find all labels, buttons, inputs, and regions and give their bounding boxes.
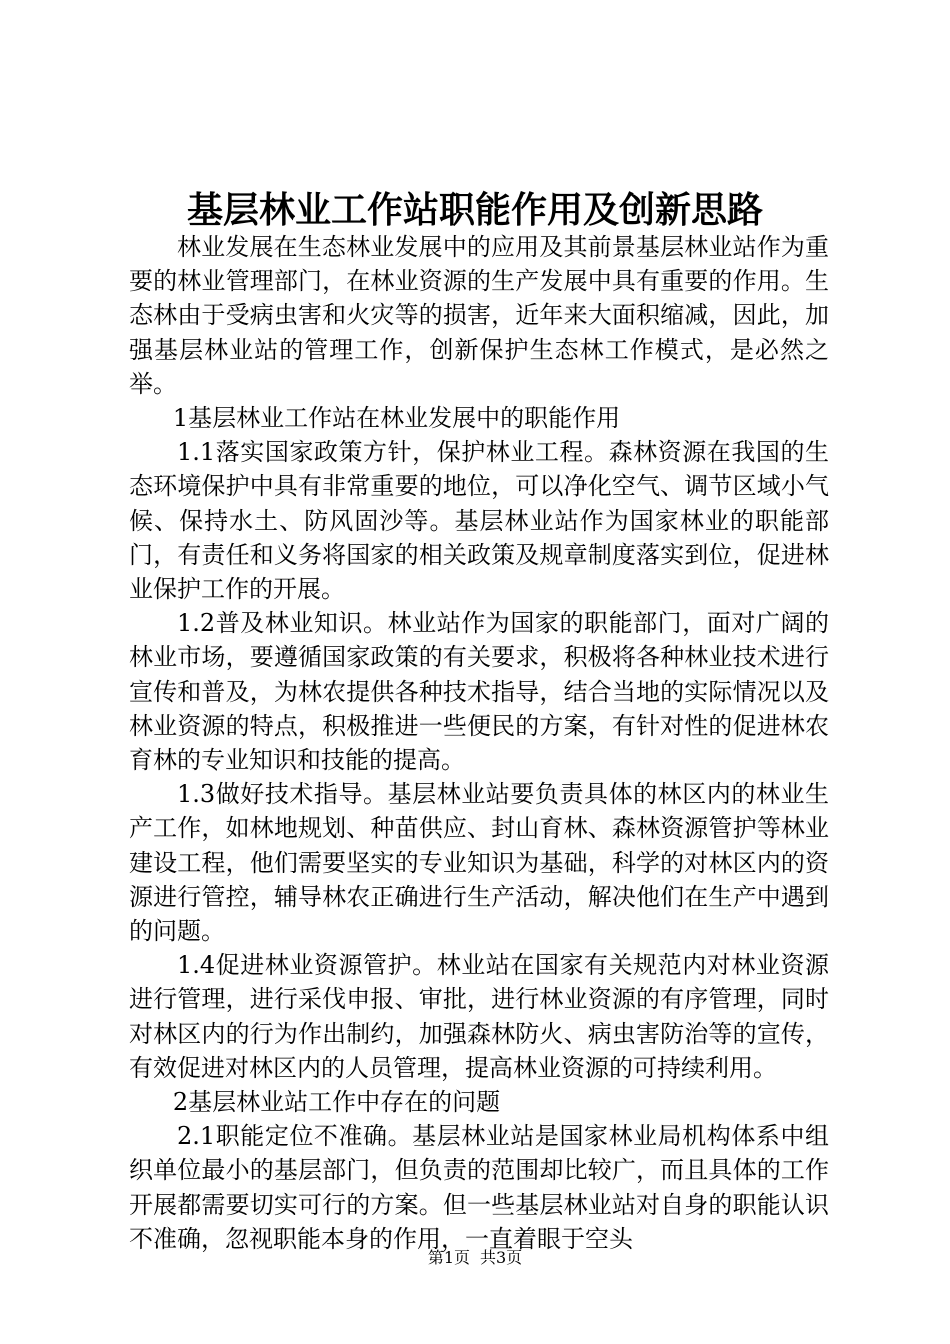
body-paragraph: 1.4促进林业资源管护。林业站在国家有关规范内对林业资源进行管理，进行采伐申报、审批，进行林业资源的有序管理，同时对林区内的行为作出制约，加强森林防火、病虫害防治等的宣传，有效促进对林区内的人员管理，提高林业资源的可持续利用。 xyxy=(129,951,829,1082)
body-paragraph: 1.3做好技术指导。基层林业站要负责具体的林区内的林业生产工作，如林地规划、种苗供应、封山育林、森林资源管护等林业建设工程，他们需要坚实的专业知识为基础，科学的对林区内的资源进行管控，辅导林农正确进行生产活动，解决他们在生产中遇到的问题。 xyxy=(129,780,829,946)
body-paragraph: 1.2普及林业知识。林业站作为国家的职能部门，面对广阔的林业市场，要遵循国家政策的有关要求，积极将各种林业技术进行宣传和普及，为林农提供各种技术指导，结合当地的实际情况以及林业资源的特点，积极推进一些便民的方案，有针对性的促进林农育林的专业知识和技能的提高。 xyxy=(129,609,829,775)
body-paragraph: 2.1职能定位不准确。基层林业站是国家林业局机构体系中组织单位最小的基层部门，但负责的范围却比较广，而且具体的工作开展都需要切实可行的方案。但一些基层林业站对自身的职能认识不准确，忽视职能本身的作用，一直着眼于空头 xyxy=(129,1122,829,1253)
body-paragraph: 林业发展在生态林业发展中的应用及其前景基层林业站作为重要的林业管理部门，在林业资源的生产发展中具有重要的作用。生态林由于受病虫害和火灾等的损害，近年来大面积缩减，因此，加强基层林业站的管理工作，创新保护生态林工作模式，是必然之举。 xyxy=(129,233,829,398)
page-footer xyxy=(0,1247,950,1269)
body-paragraph: 1.1落实国家政策方针，保护林业工程。森林资源在我国的生态环境保护中具有非常重要的地位，可以净化空气、调节区域小气候、保持水土、防风固沙等。基层林业站作为国家林业的职能部门，有责任和义务将国家的相关政策及规章制度落实到位，促进林业保护工作的开展。 xyxy=(129,438,829,604)
page-total: 共3页 xyxy=(480,1248,523,1267)
document-body xyxy=(129,230,829,1256)
section-heading: 2基层林业站工作中存在的问题 xyxy=(172,1088,501,1117)
document-title: 基层林业工作站职能作用及创新思路 xyxy=(186,189,763,231)
page-number: 第1页 xyxy=(427,1248,470,1267)
section-heading: 1基层林业工作站在林业发展中的职能作用 xyxy=(172,404,621,433)
